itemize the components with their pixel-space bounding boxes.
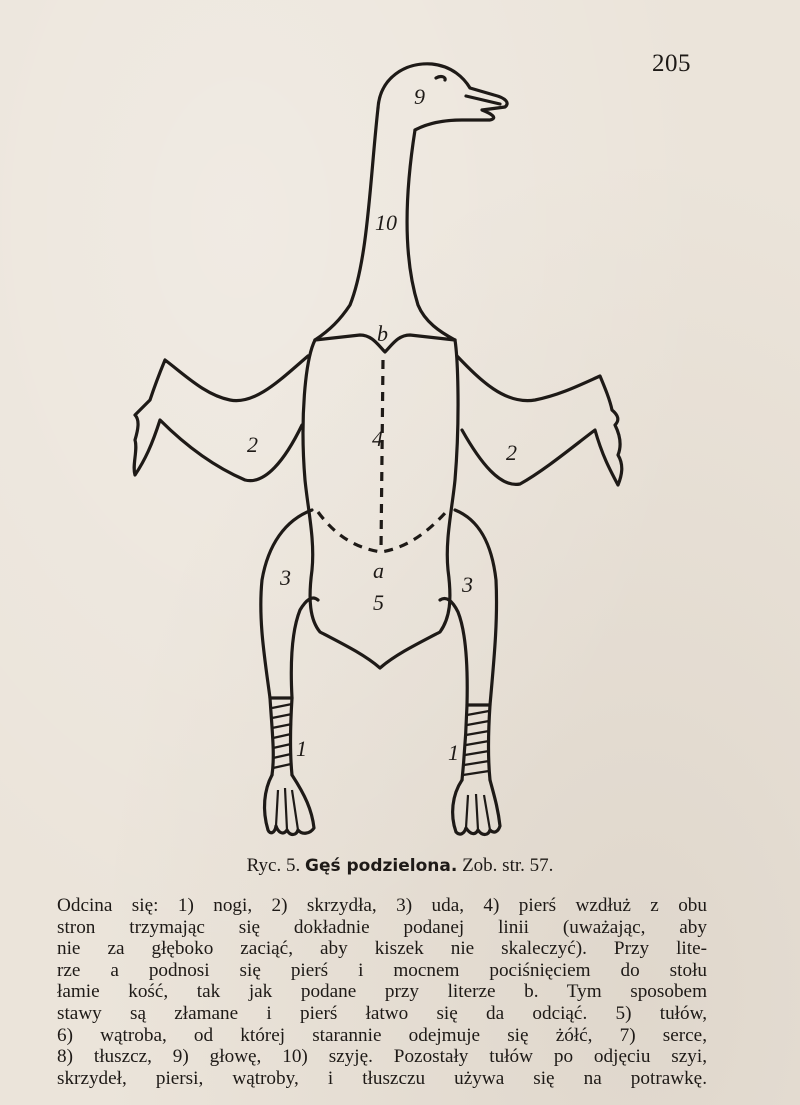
- text-line: 6) wątroba, od której starannie odejmuje się żółć, 7) serce,: [57, 1024, 707, 1046]
- label-a: a: [373, 558, 384, 583]
- caption-title: Gęś podzielona.: [304, 856, 458, 876]
- label-head: 9: [414, 84, 425, 109]
- text-line: łamie kość, tak jak podane przy literze b. Tym sposobem: [57, 981, 707, 1003]
- caption-prefix: Ryc. 5.: [246, 855, 301, 876]
- text-line: nie za głęboko zaciąć, aby kiszek nie skaleczyć). Przy lite-: [57, 938, 707, 960]
- label-b: b: [377, 321, 388, 346]
- label-body: 5: [373, 590, 384, 615]
- goose-wing-left: [134, 356, 308, 481]
- page-number: 205: [652, 50, 691, 77]
- label-thigh-left: 3: [280, 565, 291, 590]
- goose-neck: [315, 108, 378, 340]
- text-line: skrzydeł, piersi, wątroby, i tłuszczu używa się na potrawkę.: [57, 1067, 707, 1089]
- label-leg-left: 1: [296, 736, 307, 761]
- text-line: stron trzymając się dokładnie podanej linii (uważając, aby: [57, 916, 707, 938]
- label-leg-right: 1: [448, 740, 459, 765]
- text-line: 8) tłuszcz, 9) głowę, 10) szyję. Pozostały tułów po odjęciu szyi,: [57, 1046, 707, 1068]
- text-line: Odcina się: 1) nogi, 2) skrzydła, 3) uda, 4) pierś wzdłuż z obu: [57, 895, 707, 916]
- goose-wing-right: [457, 356, 622, 485]
- goose-foot-left: [265, 775, 314, 835]
- label-wing-right: 2: [506, 440, 517, 465]
- figure-caption: [0, 855, 800, 877]
- cut-line-curve: [318, 512, 446, 552]
- caption-ref: Zob. str. 57.: [462, 855, 554, 876]
- text-line: rze a podnosi się pierś i mocnem pociśnięciem do stołu: [57, 959, 707, 981]
- label-breast: 4: [372, 426, 383, 451]
- label-thigh-right: 3: [462, 572, 473, 597]
- label-neck: 10: [375, 210, 397, 235]
- body-text: [57, 895, 707, 1089]
- goose-head: [378, 64, 507, 130]
- label-wing-left: 2: [247, 432, 258, 457]
- text-line: stawy są złamane i pierś łatwo się da odciąć. 5) tułów,: [57, 1002, 707, 1024]
- cut-line-vertical: [381, 360, 383, 550]
